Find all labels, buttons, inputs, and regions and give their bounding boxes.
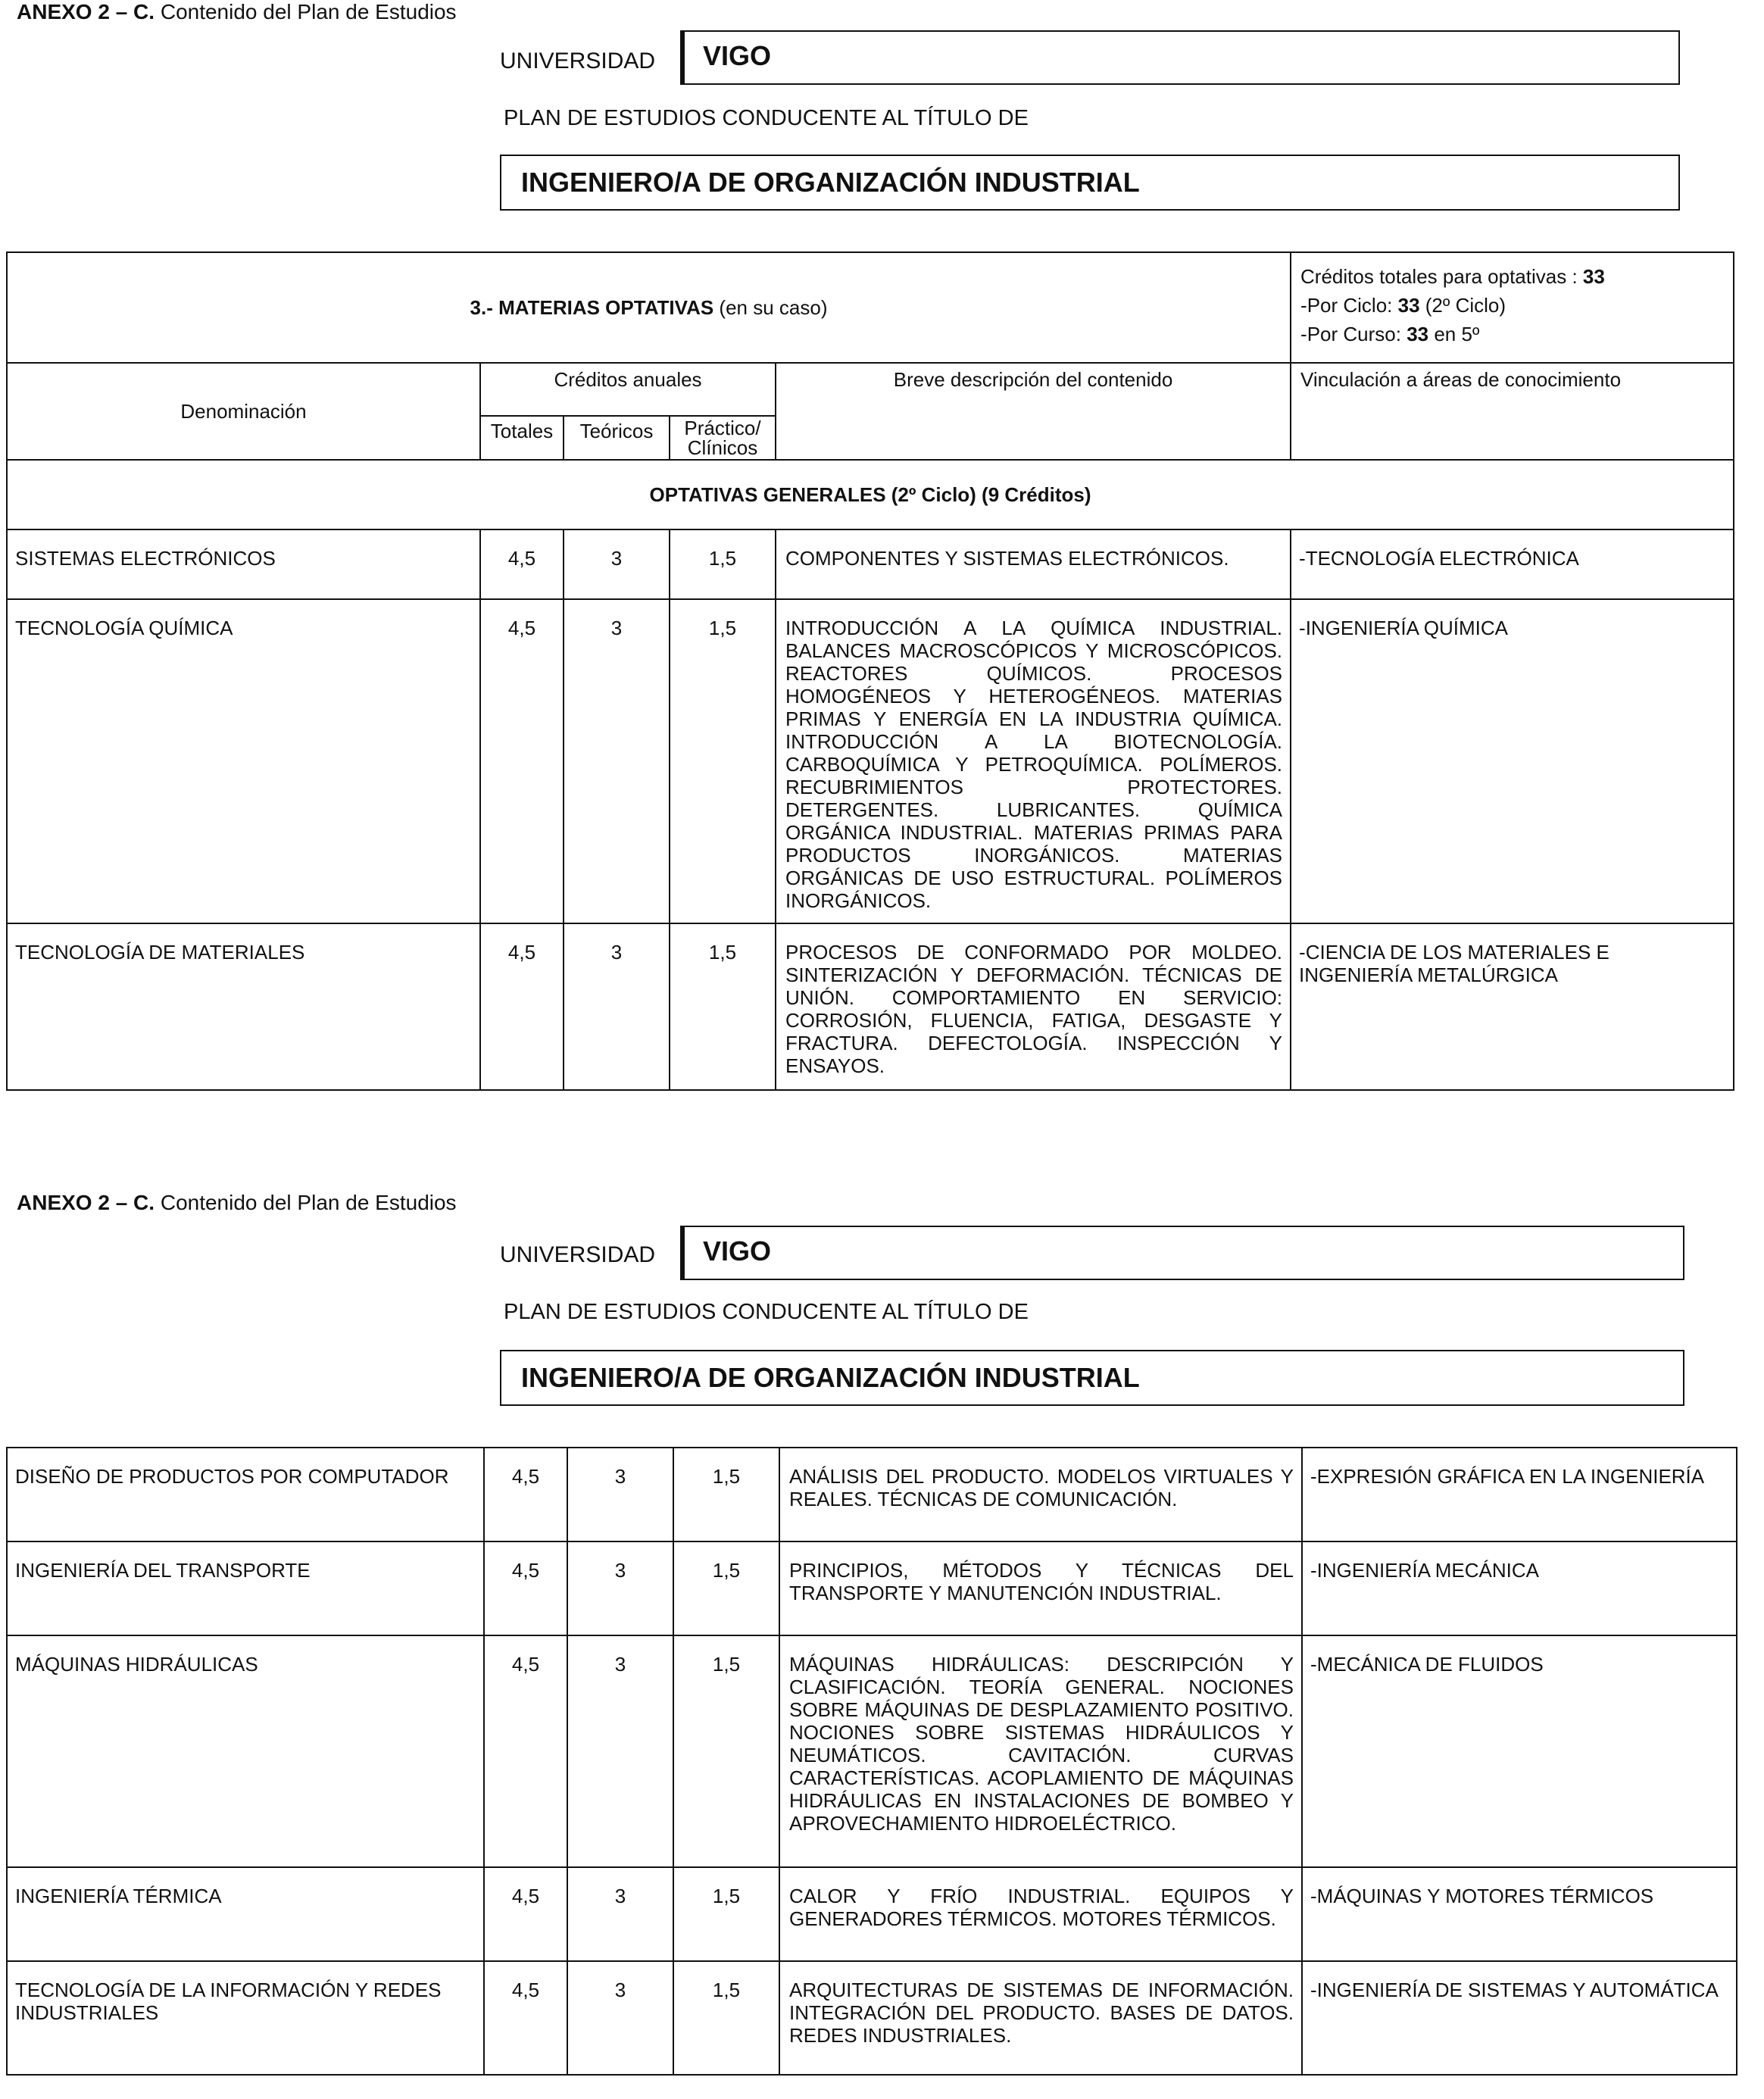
creditos-line-2-value: 33 [1397,294,1420,317]
table-row [7,923,1734,1090]
anexo-heading [17,0,457,24]
table-title-normal: (en su caso) [713,295,828,319]
row-area: -TECNOLOGÍA ELECTRÓNICA [1291,529,1734,599]
row-practicos: 1,5 [673,1448,779,1541]
row-practicos: 1,5 [670,599,776,923]
row-teoricos: 3 [564,529,670,599]
optativas-table-2 [6,1447,1737,2076]
row-descripcion: CALOR Y FRÍO INDUSTRIAL. EQUIPOS Y GENERADORES TÉRMICOS. MOTORES TÉRMICOS. [779,1867,1302,1961]
col-creditos-anuales: Créditos anuales [480,363,776,416]
table-row [7,529,1734,599]
row-descripcion: INTRODUCCIÓN A LA QUÍMICA INDUSTRIAL. BALANCES MACROSCÓPICOS Y MICROSCÓPICOS. REACTORES QUÍMICOS. PROCESOS HOMOGÉNEOS Y HETEROGÉNEOS. MATERIAS PRIMAS Y ENERGÍA EN LA INDUSTRIA QUÍMICA. INTRODUCCIÓN A LA BIOTECNOLOGÍA. CARBOQUÍMICA Y PETROQUÍMICA. POLÍMEROS. RECUBRIMIENTOS PROTECTORES. DETERGENTES. LUBRICANTES. QUÍMICA ORGÁNICA INDUSTRIAL. MATERIAS PRIMAS PARA PRODUCTOS INORGÁNICOS. MATERIAS ORGÁNICAS DE USO ESTRUCTURAL. POLÍMEROS INORGÁNICOS. [776,599,1291,923]
row-name: INGENIERÍA TÉRMICA [7,1867,484,1961]
row-teoricos: 3 [567,1635,673,1867]
row-totales: 4,5 [480,529,564,599]
row-teoricos: 3 [564,923,670,1090]
table-row [7,599,1734,923]
row-name: DISEÑO DE PRODUCTOS POR COMPUTADOR [7,1448,484,1541]
row-name: MÁQUINAS HIDRÁULICAS [7,1635,484,1867]
row-name: TECNOLOGÍA QUÍMICA [7,599,480,923]
plan-label-2: PLAN DE ESTUDIOS CONDUCENTE AL TÍTULO DE [504,1300,1029,1324]
creditos-line-1 [1300,262,1725,291]
row-descripcion: COMPONENTES Y SISTEMAS ELECTRÓNICOS. [776,529,1291,599]
row-name: TECNOLOGÍA DE MATERIALES [7,923,480,1090]
row-teoricos: 3 [567,1867,673,1961]
row-area: -INGENIERÍA QUÍMICA [1291,599,1734,923]
row-area: -MECÁNICA DE FLUIDOS [1302,1635,1737,1867]
creditos-line-3-text: -Por Curso: [1300,323,1407,345]
universidad-label-2: UNIVERSIDAD [500,1242,656,1267]
col-totales: Totales [480,416,564,460]
universidad-value: VIGO [680,30,1680,85]
row-name: TECNOLOGÍA DE LA INFORMACIÓN Y REDES INDUSTRIALES [7,1961,484,2075]
anexo-label: ANEXO 2 – C. [17,0,155,23]
row-descripcion: ARQUITECTURAS DE SISTEMAS DE INFORMACIÓN. INTEGRACIÓN DEL PRODUCTO. BASES DE DATOS. REDES INDUSTRIALES. [779,1961,1302,2075]
anexo-text-2: Contenido del Plan de Estudios [155,1191,457,1214]
row-totales: 4,5 [484,1867,567,1961]
col-denominacion: Denominación [7,363,480,460]
col-vinculacion: Vinculación a áreas de conocimiento [1291,363,1734,460]
table-row [7,1448,1737,1541]
creditos-line-2-rest: (2º Ciclo) [1419,294,1506,317]
creditos-line-1-text: Créditos totales para optativas : [1300,265,1583,288]
row-descripcion: MÁQUINAS HIDRÁULICAS: DESCRIPCIÓN Y CLASIFICACIÓN. TEORÍA GENERAL. NOCIONES SOBRE MÁQUINAS DE DESPLAZAMIENTO POSITIVO. NOCIONES SOBRE SISTEMAS HIDRÁULICOS Y NEUMÁTICOS. CAVITACIÓN. CURVAS CARACTERÍSTICAS. ACOPLAMIENTO DE MÁQUINAS HIDRÁULICAS EN INSTALACIONES DE BOMBEO Y APROVECHAMIENTO HIDROELÉCTRICO. [779,1635,1302,1867]
table-row [7,1541,1737,1635]
row-practicos: 1,5 [673,1961,779,2075]
universidad-value-2: VIGO [680,1226,1684,1280]
table-title-bold: 3.- MATERIAS OPTATIVAS [470,295,714,319]
table-title [7,252,1291,363]
row-practicos: 1,5 [670,923,776,1090]
anexo-text: Contenido del Plan de Estudios [155,0,457,23]
degree-title: INGENIERO/A DE ORGANIZACIÓN INDUSTRIAL [500,155,1680,211]
row-practicos: 1,5 [670,529,776,599]
row-teoricos: 3 [567,1541,673,1635]
col-descripcion: Breve descripción del contenido [776,363,1291,460]
table-row [7,1961,1737,2075]
section-optativas-generales: OPTATIVAS GENERALES (2º Ciclo) (9 Créditos) [7,460,1734,529]
row-totales: 4,5 [480,599,564,923]
row-area: -INGENIERÍA MECÁNICA [1302,1541,1737,1635]
row-teoricos: 3 [567,1448,673,1541]
row-practicos: 1,5 [673,1867,779,1961]
row-totales: 4,5 [484,1541,567,1635]
row-area: -EXPRESIÓN GRÁFICA EN LA INGENIERÍA [1302,1448,1737,1541]
creditos-line-2 [1300,291,1725,320]
row-totales: 4,5 [484,1448,567,1541]
row-name: SISTEMAS ELECTRÓNICOS [7,529,480,599]
row-totales: 4,5 [480,923,564,1090]
creditos-line-3-value: 33 [1407,323,1429,345]
anexo-label-2: ANEXO 2 – C. [17,1191,155,1214]
creditos-line-2-text: -Por Ciclo: [1300,294,1398,317]
plan-label: PLAN DE ESTUDIOS CONDUCENTE AL TÍTULO DE [504,106,1029,130]
row-practicos: 1,5 [673,1635,779,1867]
table-row [7,1867,1737,1961]
row-descripcion: ANÁLISIS DEL PRODUCTO. MODELOS VIRTUALES Y REALES. TÉCNICAS DE COMUNICACIÓN. [779,1448,1302,1541]
creditos-totales [1291,252,1734,363]
row-area: -CIENCIA DE LOS MATERIALES E INGENIERÍA METALÚRGICA [1291,923,1734,1090]
row-name: INGENIERÍA DEL TRANSPORTE [7,1541,484,1635]
row-area: -MÁQUINAS Y MOTORES TÉRMICOS [1302,1867,1737,1961]
row-totales: 4,5 [484,1635,567,1867]
creditos-line-3 [1300,320,1725,348]
row-descripcion: PROCESOS DE CONFORMADO POR MOLDEO. SINTERIZACIÓN Y DEFORMACIÓN. TÉCNICAS DE UNIÓN. COMPORTAMIENTO EN SERVICIO: CORROSIÓN, FLUENCIA, FATIGA, DESGASTE Y FRACTURA. DEFECTOLOGÍA. INSPECCIÓN Y ENSAYOS. [776,923,1291,1090]
anexo-heading-2 [17,1191,457,1215]
degree-title-2: INGENIERO/A DE ORGANIZACIÓN INDUSTRIAL [500,1350,1684,1406]
row-totales: 4,5 [484,1961,567,2075]
row-descripcion: PRINCIPIOS, MÉTODOS Y TÉCNICAS DEL TRANSPORTE Y MANUTENCIÓN INDUSTRIAL. [779,1541,1302,1635]
table-row [7,1635,1737,1867]
row-area: -INGENIERÍA DE SISTEMAS Y AUTOMÁTICA [1302,1961,1737,2075]
optativas-table-1 [6,251,1734,1091]
creditos-line-3-rest: en 5º [1428,323,1480,345]
universidad-label: UNIVERSIDAD [500,48,656,73]
row-practicos: 1,5 [673,1541,779,1635]
col-teoricos: Teóricos [564,416,670,460]
row-teoricos: 3 [564,599,670,923]
creditos-line-1-value: 33 [1582,265,1605,288]
row-teoricos: 3 [567,1961,673,2075]
col-practicos: Práctico/ Clínicos [670,416,776,460]
